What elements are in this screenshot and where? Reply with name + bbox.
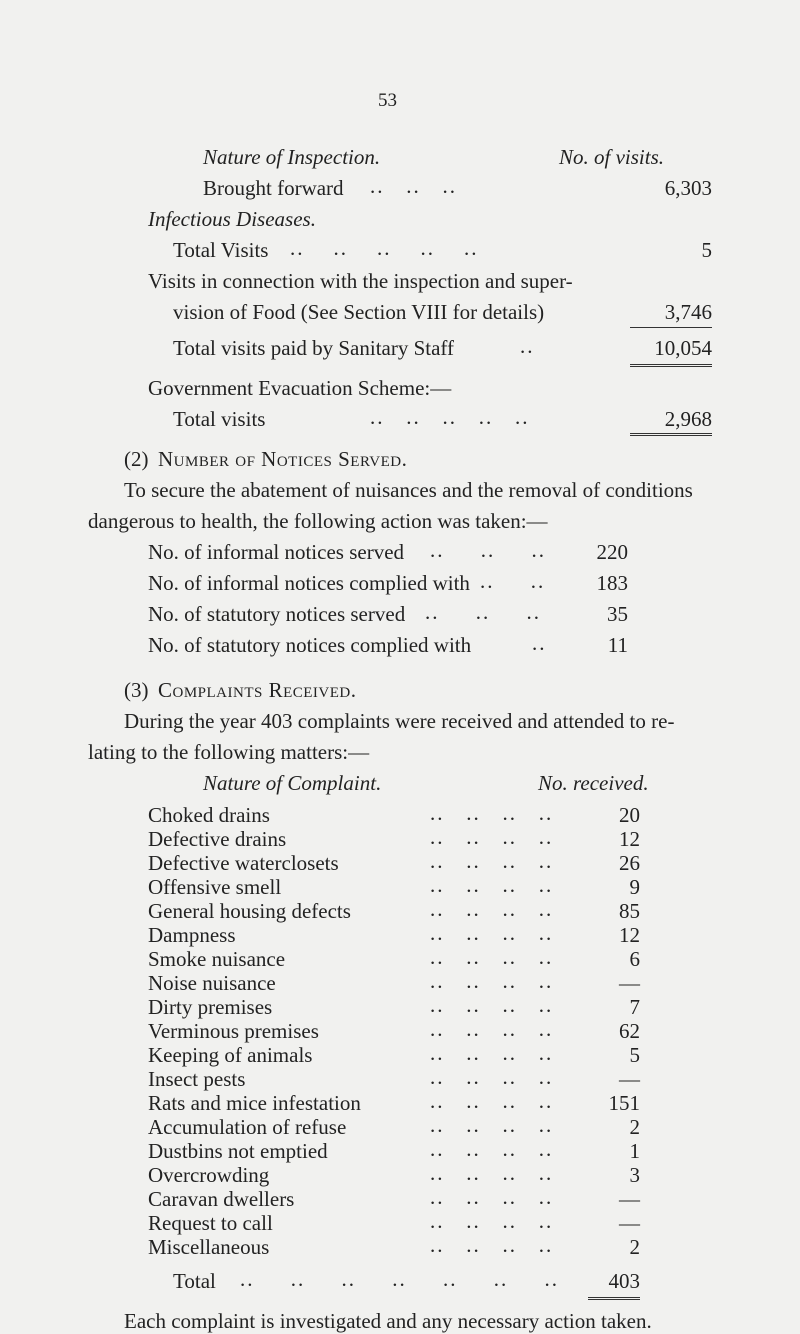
leader-dots: .. .. .. .. [430, 1209, 554, 1233]
list-item-label: Dirty premises [148, 995, 273, 1019]
list-item-label: Smoke nuisance [148, 947, 286, 971]
complaints-intro-line2: lating to the following matters:— [88, 740, 370, 764]
leader-dots: .. .. .. .. [430, 897, 554, 921]
evacuation-scheme-heading: Government Evacuation Scheme:— [148, 376, 452, 400]
list-item-label: Dustbins not emptied [148, 1139, 328, 1163]
list-item-value: 151 [608, 1091, 640, 1115]
total-complaints-value: 403 [608, 1269, 640, 1293]
list-item-label: General housing defects [148, 899, 351, 923]
list-item-value: 1 [629, 1139, 640, 1163]
list-item-label: Choked drains [148, 803, 270, 827]
list-item-value: 26 [619, 851, 640, 875]
list-item-value: 2 [629, 1235, 640, 1259]
closing-statement: Each complaint is investigated and any necessary action taken. [124, 1309, 652, 1333]
notice-row-value: 11 [607, 633, 628, 657]
notices-intro-line1: To secure the abatement of nuisances and the removal of conditions [124, 478, 693, 502]
notice-row-value: 220 [596, 540, 628, 564]
food-visits-line2: vision of Food (See Section VIII for details) [173, 300, 545, 324]
list-item-label: Caravan dwellers [148, 1187, 295, 1211]
notice-row-label: No. of statutory notices served [148, 602, 406, 626]
no-of-visits-header: No. of visits. [559, 145, 665, 169]
leader-dots: .. .. .. .. [430, 945, 554, 969]
list-item-value: 9 [629, 875, 640, 899]
list-item-value: 7 [629, 995, 640, 1019]
total-staff-visits-value: 10,054 [654, 336, 712, 360]
leader-dots: .. .. .. .. .. .. .. [240, 1267, 559, 1291]
list-item-label: Accumulation of refuse [148, 1115, 347, 1139]
evacuation-total-value: 2,968 [664, 407, 712, 431]
leader-dots: .. [520, 334, 535, 358]
list-item-label: Request to call [148, 1211, 273, 1235]
list-item-label: Rats and mice infestation [148, 1091, 361, 1115]
list-item-value: 2 [629, 1115, 640, 1139]
leader-dots: .. .. .. .. .. [290, 236, 479, 260]
leader-dots: .. .. .. .. [430, 849, 554, 873]
complaints-intro-line1: During the year 403 complaints were received and attended to re- [124, 709, 675, 733]
list-item-label: Verminous premises [148, 1019, 319, 1043]
total-visits-label: Total Visits [173, 238, 269, 262]
list-item-value: 62 [619, 1019, 640, 1043]
list-item-label: Defective drains [148, 827, 287, 851]
total-double-rule [630, 364, 712, 367]
list-item-value: — [619, 1211, 640, 1235]
list-item-value: 3 [629, 1163, 640, 1187]
list-item-label: Overcrowding [148, 1163, 270, 1187]
leader-dots: .. .. .. [430, 538, 546, 562]
list-item-value: 85 [619, 899, 640, 923]
food-visits-line1: Visits in connection with the inspection and super- [148, 269, 573, 293]
leader-dots: .. .. .. .. [430, 873, 554, 897]
leader-dots: .. [532, 631, 547, 655]
leader-dots: .. .. [480, 569, 546, 593]
list-item-value: 12 [619, 923, 640, 947]
leader-dots: .. .. .. .. [430, 921, 554, 945]
leader-dots: .. .. .. .. .. [370, 405, 530, 429]
list-item-label: Miscellaneous [148, 1235, 270, 1259]
leader-dots: .. .. .. .. [430, 1041, 554, 1065]
list-item-label: Offensive smell [148, 875, 282, 899]
complaints-heading-number: (3) [124, 678, 149, 702]
list-item-value: 6 [629, 947, 640, 971]
notice-row-value: 183 [596, 571, 628, 595]
brought-forward-label: Brought forward [203, 176, 344, 200]
list-item-value: 5 [629, 1043, 640, 1067]
list-item-label: Noise nuisance [148, 971, 276, 995]
page-number: 53 [378, 90, 397, 111]
leader-dots: .. .. .. .. [430, 801, 554, 825]
leader-dots: .. .. .. .. [430, 1017, 554, 1041]
leader-dots: .. .. .. .. [430, 1185, 554, 1209]
brought-forward-value: 6,303 [664, 176, 712, 200]
leader-dots: .. .. .. [370, 174, 457, 198]
leader-dots: .. .. .. .. [430, 1233, 554, 1257]
notice-row-label: No. of informal notices served [148, 540, 405, 564]
nature-of-inspection-header: Nature of Inspection. [203, 145, 381, 169]
notice-row-label: No. of informal notices complied with [148, 571, 470, 595]
total-complaints-label: Total [173, 1269, 216, 1293]
list-item-value: — [619, 971, 640, 995]
list-item-value: 12 [619, 827, 640, 851]
evacuation-total-label: Total visits [173, 407, 266, 431]
notices-intro-line2: dangerous to health, the following action was taken:— [88, 509, 548, 533]
notice-row-value: 35 [607, 602, 628, 626]
leader-dots: .. .. .. .. [430, 1065, 554, 1089]
leader-dots: .. .. .. .. [430, 1089, 554, 1113]
notices-heading-number: (2) [124, 447, 149, 471]
leader-dots: .. .. .. .. [430, 993, 554, 1017]
subtotal-rule [630, 327, 712, 328]
list-item-label: Insect pests [148, 1067, 246, 1091]
leader-dots: .. .. .. .. [430, 969, 554, 993]
leader-dots: .. .. .. [425, 600, 541, 624]
list-item-label: Defective waterclosets [148, 851, 339, 875]
total-staff-visits-label: Total visits paid by Sanitary Staff [173, 336, 455, 360]
leader-dots: .. .. .. .. [430, 1137, 554, 1161]
notices-heading: Number of Notices Served. [158, 447, 408, 471]
notice-row-label: No. of statutory notices complied with [148, 633, 472, 657]
infectious-diseases-heading: Infectious Diseases. [148, 207, 316, 231]
evac-double-rule [630, 433, 712, 436]
list-item-label: Keeping of animals [148, 1043, 313, 1067]
total-double-rule [588, 1297, 640, 1300]
list-item-label: Dampness [148, 923, 236, 947]
total-visits-value: 5 [701, 238, 712, 262]
list-item-value: 20 [619, 803, 640, 827]
food-visits-value: 3,746 [664, 300, 712, 324]
list-item-value: — [619, 1067, 640, 1091]
complaints-heading: Complaints Received. [158, 678, 357, 702]
leader-dots: .. .. .. .. [430, 825, 554, 849]
nature-of-complaint-header: Nature of Complaint. [203, 771, 382, 795]
no-received-header: No. received. [538, 771, 649, 795]
list-item-value: — [619, 1187, 640, 1211]
leader-dots: .. .. .. .. [430, 1113, 554, 1137]
leader-dots: .. .. .. .. [430, 1161, 554, 1185]
